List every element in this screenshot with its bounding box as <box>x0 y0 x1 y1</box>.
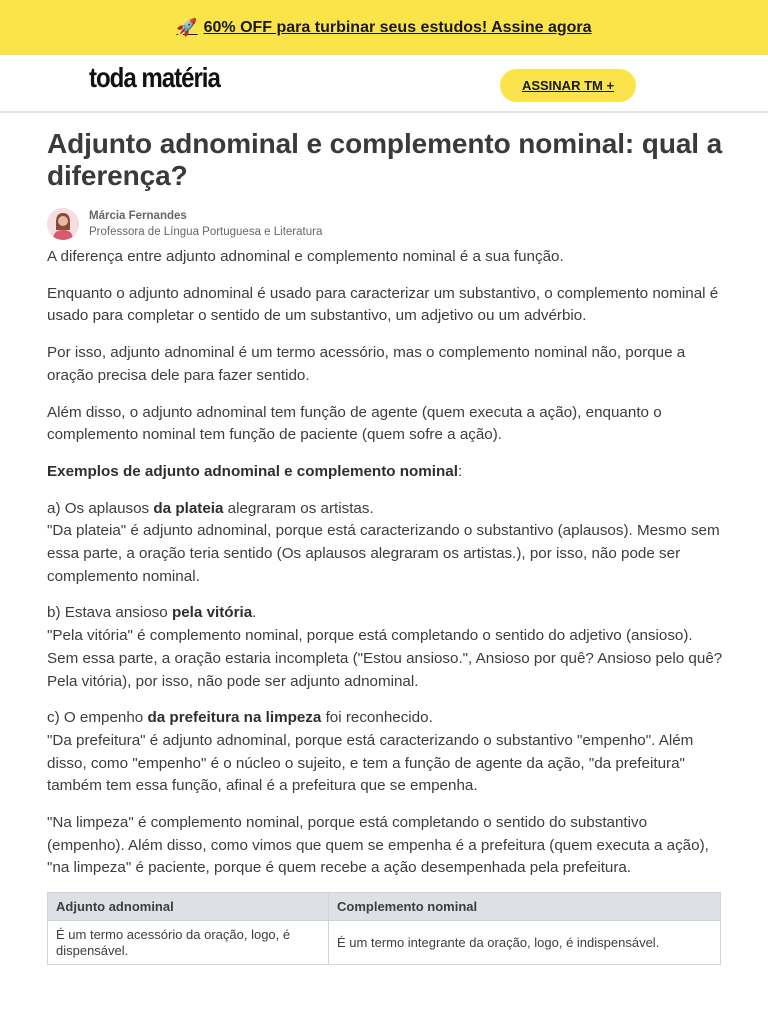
table-row <box>48 921 721 965</box>
avatar[interactable] <box>47 208 79 240</box>
table-header-row <box>48 893 721 921</box>
table-header-cell: Adjunto adnominal <box>48 893 329 921</box>
promo-text[interactable]: 60% OFF para turbinar seus estudos! Assine agora <box>203 18 592 36</box>
author-role: Professora de Língua Portuguesa e Literatura <box>89 226 323 238</box>
example-b <box>47 602 723 693</box>
rocket-icon: 🚀 <box>176 17 198 37</box>
article-body <box>47 246 723 880</box>
example-a <box>47 498 723 589</box>
examples-heading-text: Exemplos de adjunto adnominal e complemento nominal <box>47 462 458 480</box>
paragraph: Por isso, adjunto adnominal é um termo acessório, mas o complemento nominal não, porque a oração precisa dele para fazer sentido. <box>47 344 686 384</box>
article-title: Adjunto adnominal e complemento nominal: qual a diferença? <box>47 128 723 191</box>
example-explanation: "Da prefeitura" é adjunto adnominal, porque está caracterizando o substantivo "empenho". Além disso, como "empenho" é o núcleo o sujeito, e tem a função de agente da ação, "da prefeitura" também tem essa função, afinal é a prefeitura que se empenha. <box>47 731 694 795</box>
table-header-cell: Complemento nominal <box>329 893 721 921</box>
example-sentence-prefix: b) Estava ansioso <box>47 604 172 622</box>
example-sentence-suffix: . <box>252 604 257 622</box>
table-cell: É um termo integrante da oração, logo, é indispensável. <box>329 921 721 965</box>
example-sentence-prefix: c) O empenho <box>47 709 148 727</box>
table-cell: É um termo acessório da oração, logo, é dispensável. <box>48 921 329 965</box>
site-header <box>0 55 768 113</box>
subscribe-button[interactable]: ASSINAR TM + <box>500 69 636 102</box>
paragraph: Além disso, o adjunto adnominal tem função de agente (quem executa a ação), enquanto o complemento nominal tem função de paciente (quem sofre a ação). <box>47 403 662 444</box>
paragraph: A diferença entre adjunto adnominal e complemento nominal é a sua função. <box>47 248 564 265</box>
comparison-table <box>47 892 721 965</box>
example-c <box>47 707 723 798</box>
site-logo[interactable]: toda matéria <box>89 62 220 93</box>
article <box>47 128 723 965</box>
example-explanation: "Pela vitória" é complemento nominal, porque está completando o sentido do adjetivo (ansioso). Sem essa parte, a oração estaria incompleta ("Estou ansioso.", Ansioso por quê? Ansioso pelo quê? Pela vitória), por isso, não pode ser adjunto adnominal. <box>47 627 723 690</box>
example-sentence-suffix: foi reconhecido. <box>321 709 433 727</box>
examples-heading <box>47 461 723 484</box>
paragraph: Enquanto o adjunto adnominal é usado para caracterizar um substantivo, o complemento nominal é usado para completar o sentido de um substantivo, um adjetivo ou um advérbio. <box>47 284 719 325</box>
examples-heading-colon: : <box>457 462 463 480</box>
example-explanation: "Da plateia" é adjunto adnominal, porque está caracterizando o substantivo (aplausos). Mesmo sem essa parte, a oração teria sentido (Os aplausos alegraram os artistas.), por isso, não pode ser complemento nominal. <box>47 522 720 585</box>
example-highlight: da prefeitura na limpeza <box>147 709 322 727</box>
promo-banner[interactable] <box>0 0 768 55</box>
example-highlight: pela vitória <box>171 604 253 622</box>
author-name[interactable]: Márcia Fernandes <box>89 210 187 222</box>
example-highlight: da plateia <box>153 499 224 517</box>
paragraph: "Na limpeza" é complemento nominal, porque está completando o sentido do substantivo (empenho). Além disso, como vimos que quem se empenha é a prefeitura (quem executa a ação), "na limpeza" é paciente, porque é quem recebe a ação desempenhada pela prefeitura. <box>47 814 709 877</box>
example-sentence-prefix: a) Os aplausos <box>47 499 154 517</box>
author-block <box>47 206 723 246</box>
example-sentence-suffix: alegraram os artistas. <box>223 499 374 517</box>
